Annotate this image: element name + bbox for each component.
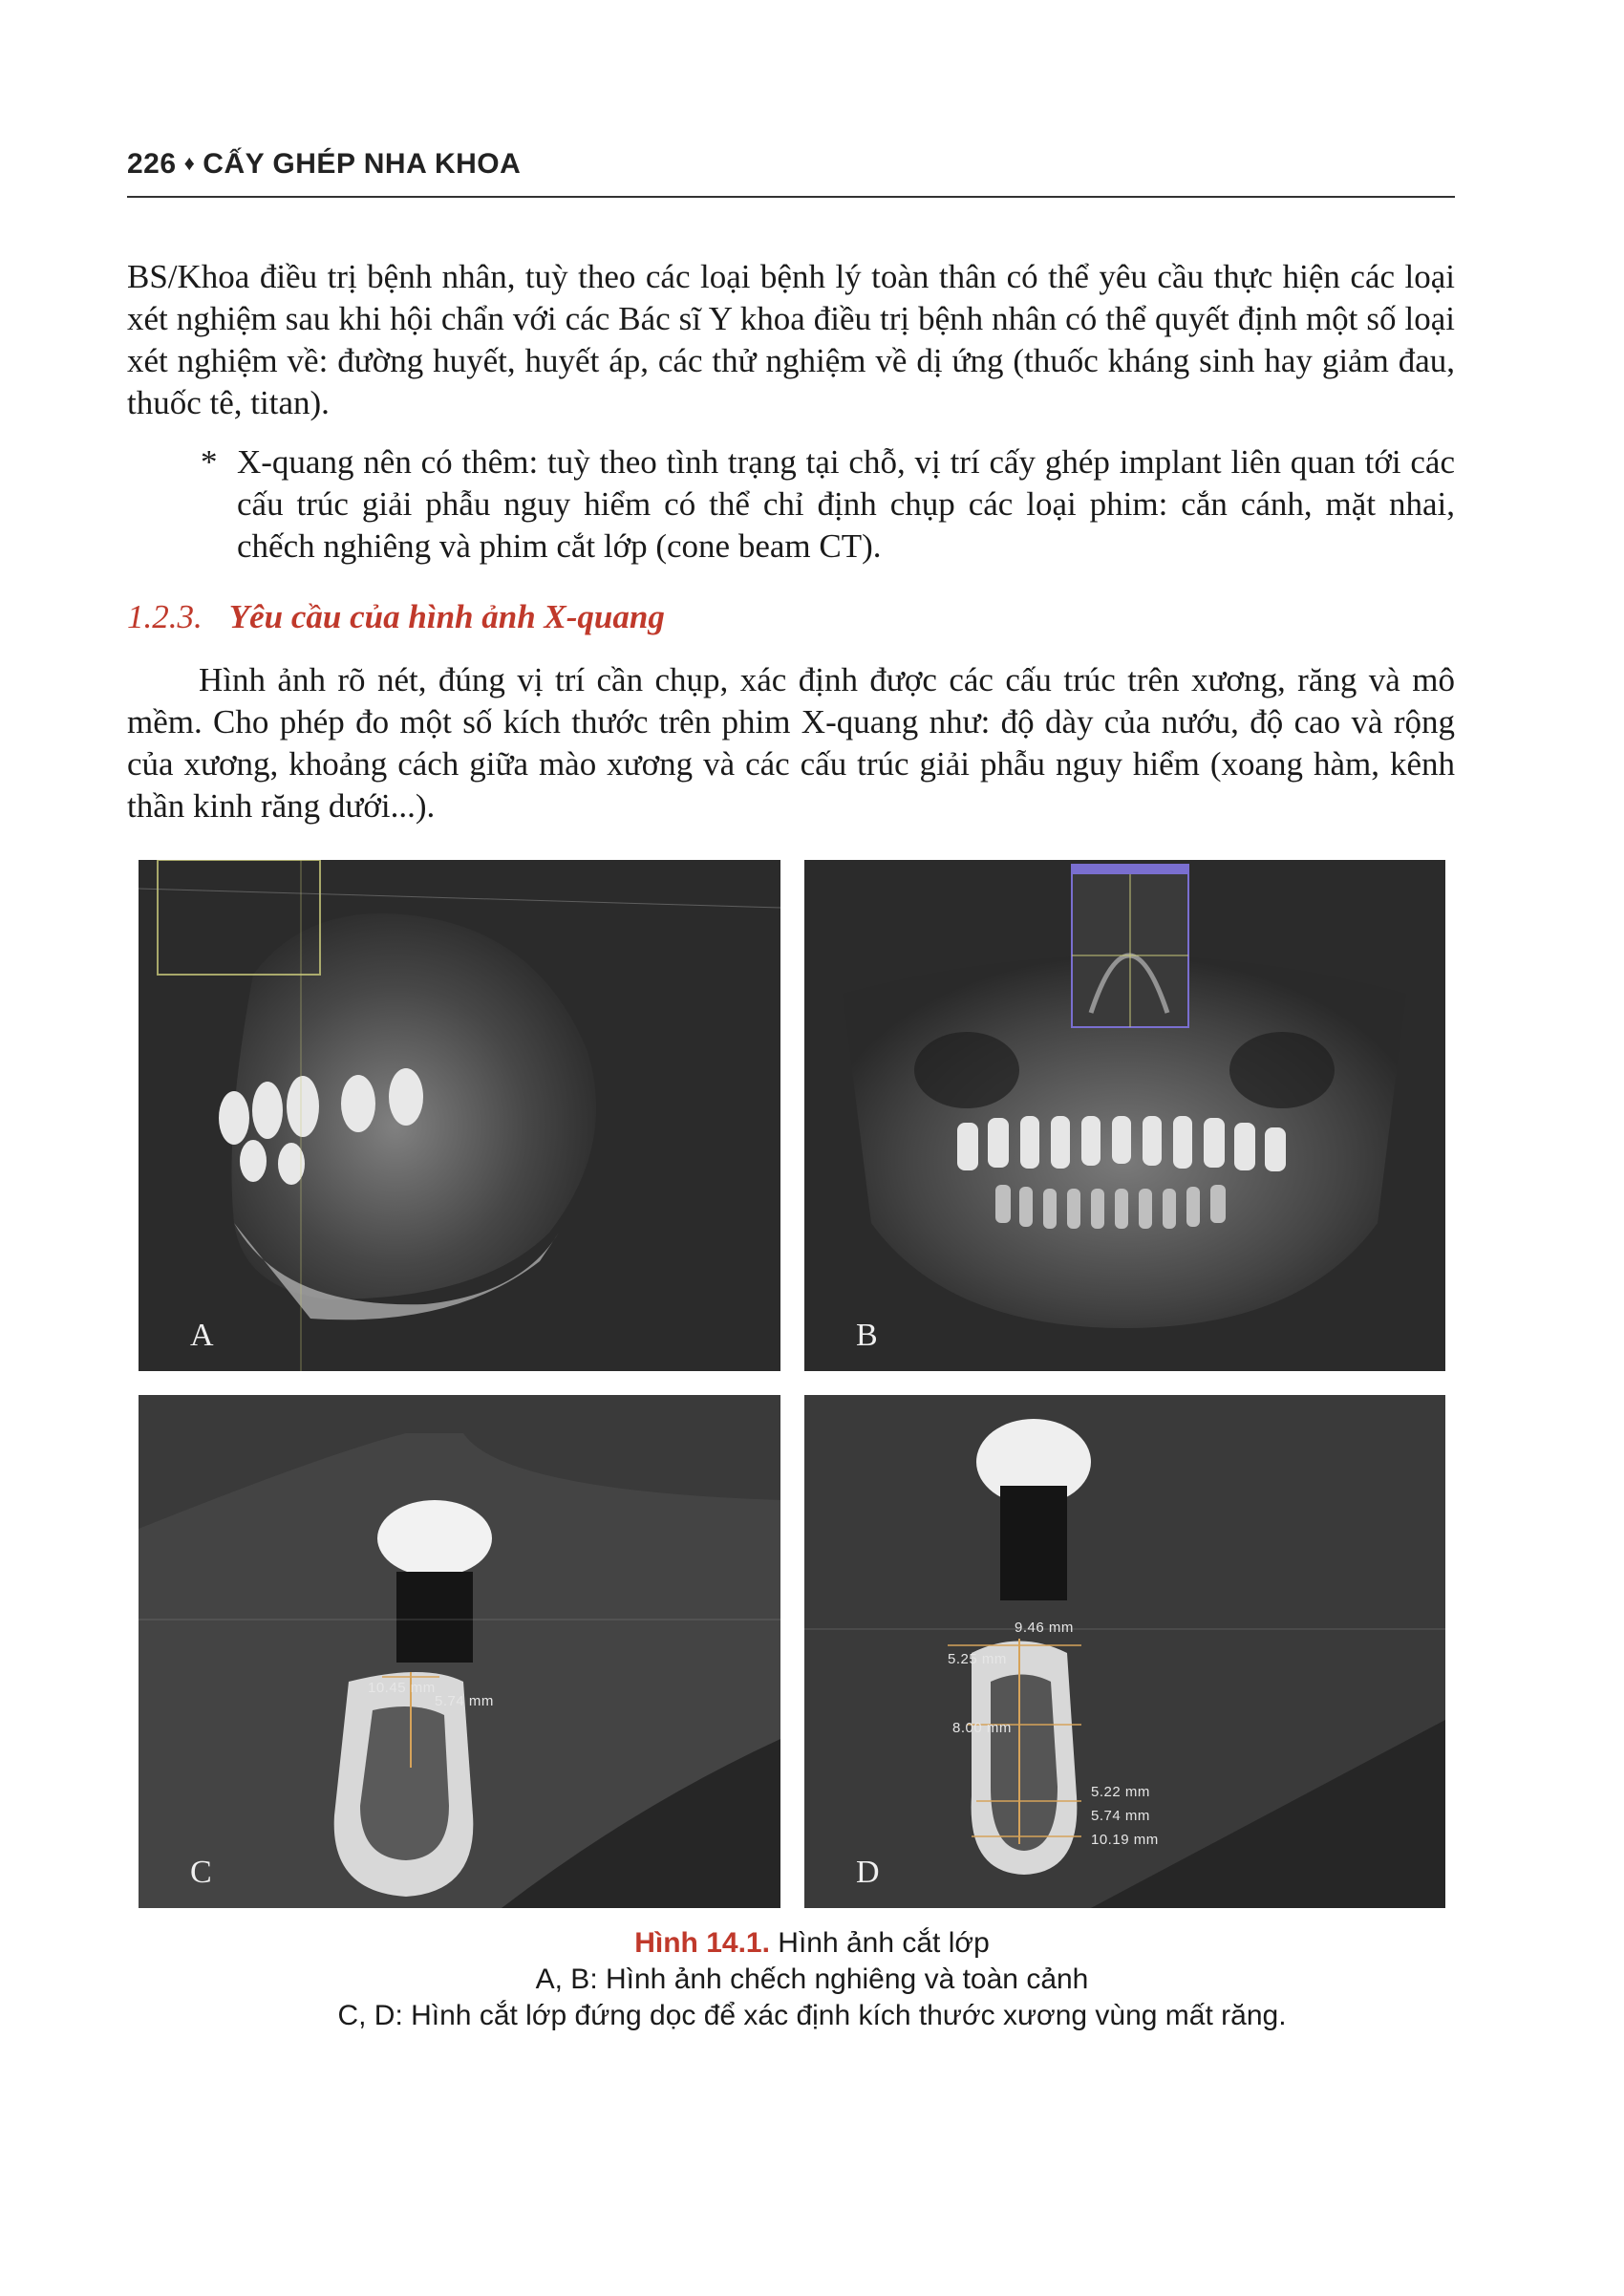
panel-b-label: B	[856, 1318, 878, 1353]
measure-upper-width-label: 5.25 mm	[948, 1651, 1007, 1667]
measure-crest-width-label: 9.46 mm	[1015, 1620, 1074, 1636]
panel-b-panoramic-view	[804, 860, 1445, 1371]
figure-number: Hình 14.1.	[634, 1927, 770, 1959]
figure-caption-title	[0, 1925, 1624, 1962]
panel-c-cross-section	[139, 1395, 780, 1908]
measure-mid-width-label: 8.00 mm	[952, 1720, 1012, 1736]
intro-paragraph: BS/Khoa điều trị bệnh nhân, tuỳ theo các loại bệnh lý toàn thân có thể yêu cầu thực hiện các loại xét nghiệm sau khi hội chẩn với các Bác sĩ Y khoa điều trị bệnh nhân có thể quyết định một số loại xét nghiệm về: đường huyết, huyết áp, các thử nghiệm về dị ứng (thuốc kháng sinh hay giảm đau, thuốc tê, titan).	[127, 258, 1455, 421]
measure-height-label: 10.19 mm	[1091, 1832, 1159, 1848]
bullet-star: *	[201, 443, 218, 481]
panel-b-image	[804, 860, 1445, 1371]
figure-title: Hình ảnh cắt lớp	[778, 1927, 990, 1959]
panel-d-label: D	[856, 1855, 880, 1890]
measure-height-label: 10.45 mm	[368, 1680, 436, 1696]
panel-a-oblique-view	[139, 860, 780, 1371]
book-title: CẤY GHÉP NHA KHOA	[203, 148, 522, 180]
ct-figure	[139, 860, 1445, 1911]
figure-caption-line-2: A, B: Hình ảnh chếch nghiêng và toàn cảnh	[535, 1963, 1089, 1995]
requirements-paragraph: Hình ảnh rõ nét, đúng vị trí cần chụp, xác định được các cấu trúc trên xương, răng và mô mềm. Cho phép đo một số kích thước trên phim X-quang như: độ dày của nướu, độ cao và rộng của xương, khoảng cách giữa mào xương và các cấu trúc giải phẫu nguy hiểm (xoang hàm, kênh thần kinh răng dưới...).	[127, 661, 1455, 825]
measure-width-label: 5.74 mm	[435, 1693, 494, 1709]
panel-d-cross-section	[804, 1395, 1445, 1908]
figure-caption-line-3: C, D: Hình cắt lớp đứng dọc để xác định kích thước xương vùng mất răng.	[337, 2000, 1287, 2031]
measure-lower-width-label: 5.22 mm	[1091, 1784, 1150, 1800]
panel-c-image	[139, 1395, 780, 1908]
measure-base-width-label: 5.74 mm	[1091, 1808, 1150, 1824]
diamond-separator-icon: ♦	[183, 151, 196, 175]
section-number: 1.2.3.	[127, 598, 203, 635]
section-heading	[127, 598, 665, 636]
panel-c-label: C	[190, 1855, 212, 1890]
running-header	[127, 148, 521, 181]
panel-a-image	[139, 860, 780, 1371]
bullet-text: X-quang nên có thêm: tuỳ theo tình trạng tại chỗ, vị trí cấy ghép implant liên quan tới các cấu trúc giải phẫu nguy hiểm có thể chỉ định chụp các loại phim: cắn cánh, mặt nhai, chếch nghiêng và phim cắt lớp (cone beam CT).	[237, 443, 1455, 565]
section-title: Yêu cầu của hình ảnh X-quang	[228, 598, 665, 635]
xray-bullet-paragraph	[201, 441, 1455, 568]
header-rule	[127, 196, 1455, 198]
panel-a-label: A	[190, 1318, 214, 1353]
page-number: 226	[127, 148, 177, 180]
